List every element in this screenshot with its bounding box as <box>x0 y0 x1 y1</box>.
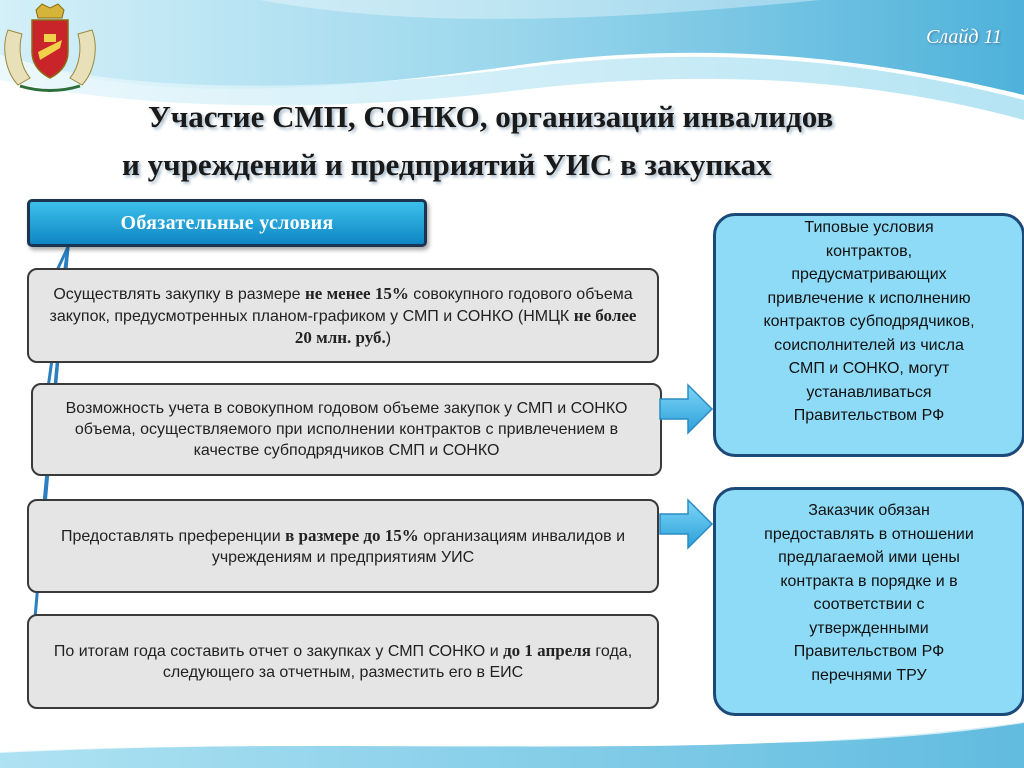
right-arrow-icon <box>658 496 714 552</box>
side-box-typical-conditions <box>713 213 1024 457</box>
side-line: перечнями ТРУ <box>811 666 927 684</box>
side-line: соответствии с <box>813 596 925 613</box>
condition-box-1 <box>27 268 659 363</box>
side-line: предоставлять в отношении <box>764 525 974 543</box>
mandatory-conditions-header: Обязательные условия <box>27 199 427 247</box>
right-arrow-icon <box>658 381 714 437</box>
voronezh-coat-of-arms-icon <box>0 0 100 95</box>
page-title <box>100 90 980 192</box>
side-line: утвержденными <box>809 619 929 637</box>
side-line: Правительством РФ <box>793 407 945 424</box>
condition-box-3 <box>27 499 659 593</box>
side-line: привлечение к исполнению <box>767 289 971 307</box>
side-line: Заказчик обязан <box>808 502 930 519</box>
side-line: соисполнителей из числа <box>774 336 964 354</box>
condition-3-text: Предоставлять преференции в размере до 15% организациям инвалидов и учреждениям и предприятиям УИС <box>60 525 626 566</box>
slide-number: Слайд 11 <box>926 26 1002 48</box>
side-line: СМП и СОНКО, могут <box>788 360 950 377</box>
side-line: предусматривающих <box>791 266 947 283</box>
side-line: контракта в порядке и в <box>780 572 958 590</box>
side-line: контрактов, <box>825 242 913 260</box>
condition-box-2 <box>31 383 662 476</box>
side-line: Типовые условия <box>804 219 934 236</box>
condition-1-text: Осуществлять закупку в размере не менее 15% совокупного годового объема закупок, предусмотренных планом-графиком у СМП и СОНКО (НМЦК не более 20 млн. руб.) <box>49 283 637 347</box>
side-line: устанавливаться <box>806 383 932 401</box>
title-line-1: Участие СМП, СОНКО, организаций инвалидов <box>148 99 834 134</box>
title-line-2: и учреждений и предприятий УИС в закупках <box>122 147 772 182</box>
side-line: контрактов субподрядчиков, <box>763 313 975 330</box>
condition-box-4 <box>27 614 659 709</box>
condition-2-text: Возможность учета в совокупном годовом объеме закупок у СМП и СОНКО объема, осуществляемого при исполнении контрактов с привлечением в качестве субподрядчиков СМП и СОНКО <box>65 400 628 459</box>
side-line: Правительством РФ <box>793 643 945 660</box>
condition-4-text: По итогам года составить отчет о закупках у СМП СОНКО и до 1 апреля года, следующего за отчетным, разместить его в ЕИС <box>53 641 633 681</box>
side-box-customer-obligation <box>713 487 1024 716</box>
side-line: предлагаемой ими цены <box>778 549 960 566</box>
